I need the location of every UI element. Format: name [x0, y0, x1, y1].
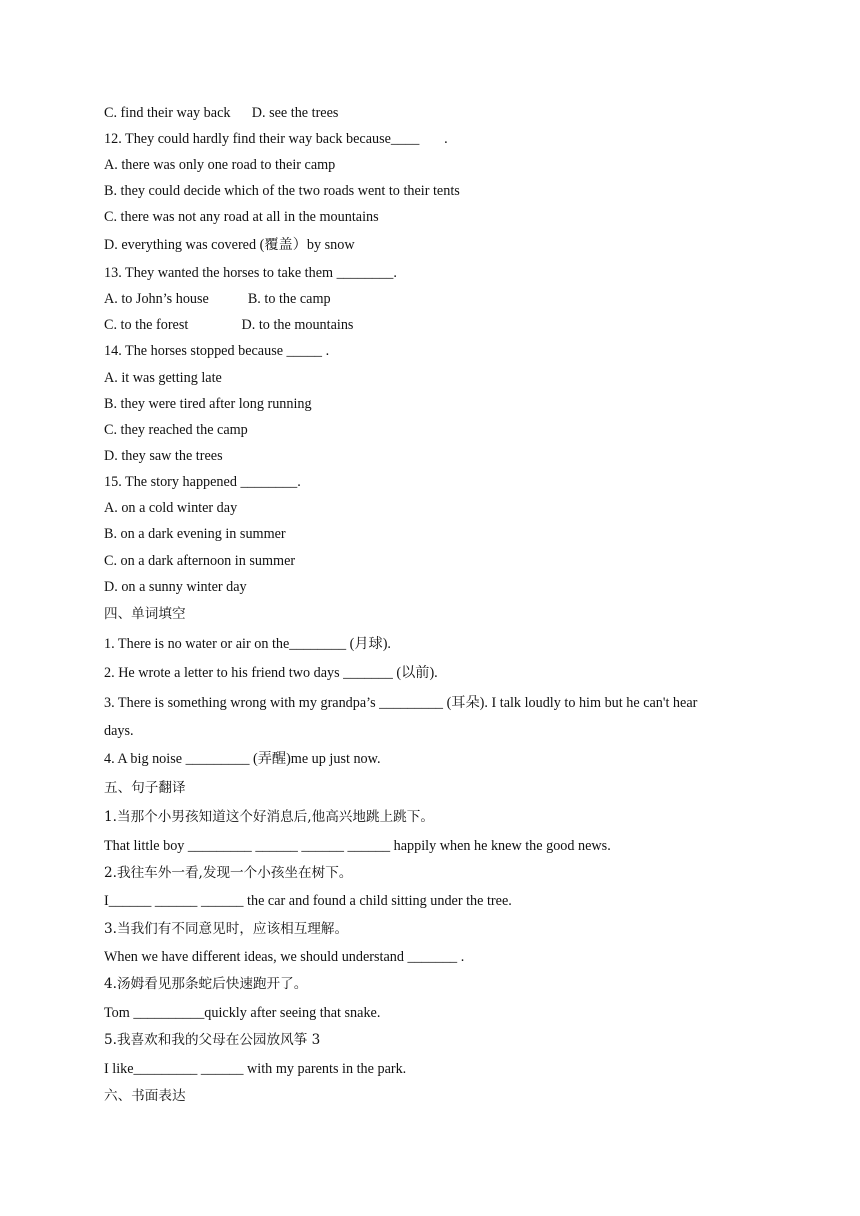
q15-option-a: A. on a cold winter day	[104, 500, 238, 516]
q14-option-c: C. they reached the camp	[104, 422, 248, 438]
q12-option-d: D. everything was covered (覆盖）by snow	[104, 237, 355, 253]
q15-option-b: B. on a dark evening in summer	[104, 526, 286, 542]
q13-options-ab: A. to John’s house B. to the camp	[104, 291, 331, 307]
section5-item-4-chinese: 4.汤姆看见那条蛇后快速跑开了。	[104, 976, 308, 992]
section4-item-4: 4. A big noise _________ (弄醒)me up just now.	[104, 751, 381, 767]
section5-item-4-english: Tom __________quickly after seeing that snake.	[104, 1005, 381, 1021]
q11-options-cd: C. find their way back D. see the trees	[104, 105, 339, 121]
q15-option-d: D. on a sunny winter day	[104, 579, 247, 595]
section5-item-2-english: I______ ______ ______ the car and found a child sitting under the tree.	[104, 893, 512, 909]
section5-item-3-english: When we have different ideas, we should understand _______ .	[104, 949, 465, 965]
section5-heading: 五、句子翻译	[104, 780, 186, 796]
q13-options-cd: C. to the forest D. to the mountains	[104, 317, 354, 333]
q14-option-a: A. it was getting late	[104, 370, 222, 386]
section4-item-2: 2. He wrote a letter to his friend two days _______ (以前).	[104, 665, 438, 681]
q15-stem: 15. The story happened ________.	[104, 474, 301, 490]
q12-stem: 12. They could hardly find their way back because____ .	[104, 131, 448, 147]
section5-item-1-english: That little boy _________ ______ ______ ______ happily when he knew the good news.	[104, 838, 611, 854]
section4-heading: 四、单词填空	[104, 606, 186, 622]
section4-item-3: 3. There is something wrong with my grandpa’s _________ (耳朵). I talk loudly to him but he can't hear	[104, 695, 698, 711]
q13-stem: 13. They wanted the horses to take them ________.	[104, 265, 397, 281]
q15-option-c: C. on a dark afternoon in summer	[104, 553, 296, 569]
section6-heading: 六、书面表达	[104, 1088, 186, 1104]
section5-item-5-chinese: 5.我喜欢和我的父母在公园放风筝 3	[104, 1032, 321, 1048]
q12-option-a: A. there was only one road to their camp	[104, 157, 336, 173]
section5-item-1-chinese: 1.当那个小男孩知道这个好消息后,他高兴地跳上跳下。	[104, 809, 434, 825]
q14-option-b: B. they were tired after long running	[104, 396, 312, 412]
section4-item-3-continuation: days.	[104, 723, 134, 739]
section5-item-2-chinese: 2.我往车外一看,发现一个小孩坐在树下。	[104, 865, 353, 881]
q14-option-d: D. they saw the trees	[104, 448, 223, 464]
q14-stem: 14. The horses stopped because _____ .	[104, 343, 330, 359]
section4-item-1: 1. There is no water or air on the________ (月球).	[104, 636, 391, 652]
section5-item-3-chinese: 3.当我们有不同意见时，应该相互理解。	[104, 921, 349, 937]
section5-item-5-english: I like_________ ______ with my parents in the park.	[104, 1061, 407, 1077]
q12-option-c: C. there was not any road at all in the mountains	[104, 209, 379, 225]
q12-option-b: B. they could decide which of the two roads went to their tents	[104, 183, 460, 199]
